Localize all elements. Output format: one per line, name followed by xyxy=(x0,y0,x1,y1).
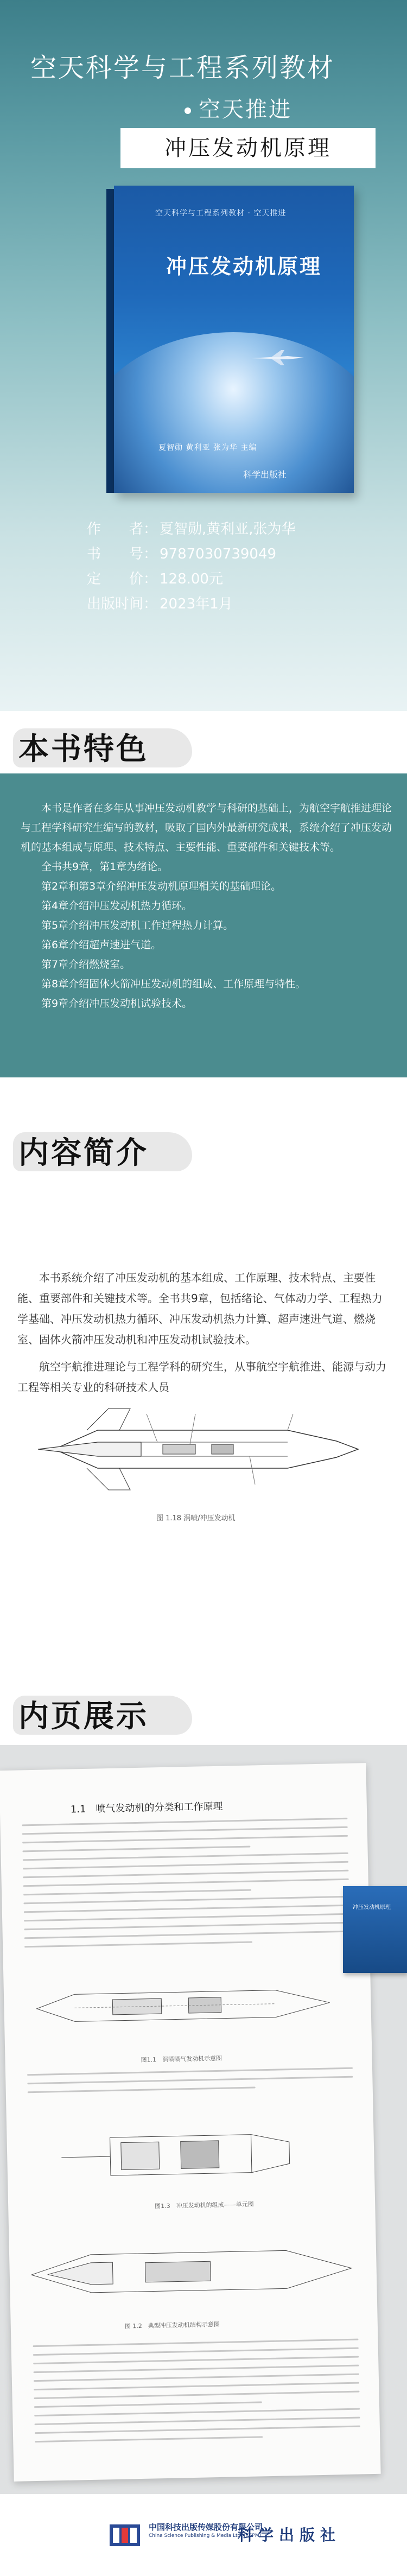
info-row-author xyxy=(87,517,296,542)
figure-caption: 图 1.18 涡喷/冲压发动机 xyxy=(156,1514,236,1522)
info-label: 书 号： xyxy=(87,546,158,562)
earth-graphic xyxy=(114,332,354,493)
feature-item: 第8章介绍固体火箭冲压发动机的组成、工作原理与特性。 xyxy=(41,978,306,990)
inner-pages-photo xyxy=(0,1745,407,2494)
intro-paragraph: 航空宇航推进理论与工程学科的研究生，从事航空宇航推进、能源与动力工程等相关专业的科研技术人员 xyxy=(17,1360,386,1394)
page-text-lines xyxy=(22,1818,350,1955)
hero-section xyxy=(0,0,407,711)
book-photo-title: 冲压发动机原理 xyxy=(353,1905,391,1911)
page-section-title: 1.1 喷气发动机的分类和工作原理 xyxy=(70,1800,223,1816)
info-row-isbn xyxy=(87,542,296,567)
info-label: 出版时间： xyxy=(87,596,158,612)
feature-item: 第9章介绍冲压发动机试验技术。 xyxy=(41,998,193,1010)
series-subtitle-text: 空天推进 xyxy=(199,97,292,122)
feature-item: 第2章和第3章介绍冲压发动机原理相关的基础理论。 xyxy=(41,880,282,892)
cover-title: 冲压发动机原理 xyxy=(166,255,322,278)
feature-item: 第4章介绍冲压发动机热力循环。 xyxy=(41,900,193,912)
publisher-name: 中国科技出版传媒股份有限公司 xyxy=(149,2522,263,2532)
publisher-name-en: China Science Publishing & Media Ltd. (CSPM) xyxy=(149,2533,262,2539)
page-figure-caption: 图1.3 冲压发动机的组成——单元图 xyxy=(155,2200,254,2210)
page-figure-caption: 图 1.2 典型冲压发动机结构示意图 xyxy=(124,2320,220,2330)
book-page xyxy=(0,1763,381,2482)
book-photo xyxy=(343,1886,407,1973)
info-value: 夏智勋,黄利亚,张为华 xyxy=(160,521,296,537)
page-text-lines xyxy=(27,2067,353,2101)
cover-publisher: 科学出版社 xyxy=(243,469,287,480)
publisher-logo-icon xyxy=(110,2522,140,2548)
page-text-lines xyxy=(33,2339,361,2450)
feature-item: 第5章介绍冲压发动机工作过程热力计算。 xyxy=(41,919,234,931)
feature-item: 全书共9章，第1章为绪论。 xyxy=(41,861,168,873)
aircraft-icon xyxy=(250,348,309,367)
intro-heading-text: 内容简介 xyxy=(18,1135,149,1171)
intro-paragraph: 本书系统介绍了冲压发动机的基本组成、工作原理、技术特点、主要性能、重要部件和关键技术等。全书共9章，包括绪论、气体动力学、工程热力学基础、冲压发动机热力循环、冲压发动机热力计算、超声速进气道、燃烧室、固体火箭冲压发动机和冲压发动机试验技术。 xyxy=(17,1271,383,1346)
info-value: 128.00元 xyxy=(160,571,223,587)
feature-item: 第6章介绍超声速进气道。 xyxy=(41,939,162,951)
pages-heading-text: 内页展示 xyxy=(18,1699,149,1734)
footer xyxy=(0,2494,407,2576)
intro-heading xyxy=(18,1129,149,1172)
info-label: 定 价： xyxy=(87,571,158,587)
series-title: 空天科学与工程系列教材 xyxy=(30,53,335,83)
features-heading-text: 本书特色 xyxy=(18,732,149,767)
publisher-brand: 科学出版社 xyxy=(238,2526,341,2544)
features-intro: 本书是作者在多年从事冲压发动机教学与科研的基础上，为航空宇航推进理论与工程学科研究生编写的教材，吸取了国内外最新研究成果，系统介绍了冲压发动机的基本组成与原理、技术特点、主要性能、重要部件和关键技术等。 xyxy=(21,802,392,853)
series-subtitle xyxy=(185,92,292,123)
info-label: 作 者： xyxy=(87,521,158,537)
page-figure-1 xyxy=(25,1959,352,2053)
book-info xyxy=(87,517,296,617)
info-row-date xyxy=(87,592,296,617)
info-value: 9787030739049 xyxy=(160,546,277,562)
features-heading xyxy=(18,725,149,769)
page-figure-caption: 图1.1 涡喷喷气发动机示意图 xyxy=(141,2054,222,2064)
book-name-banner: 冲压发动机原理 xyxy=(120,128,376,168)
intro-text xyxy=(17,1267,392,1404)
info-value: 2023年1月 xyxy=(160,596,233,612)
cover-authors: 夏智勋 黄利亚 张为华 主编 xyxy=(158,443,257,452)
book-cover-image xyxy=(106,186,354,493)
book-cover xyxy=(114,186,354,493)
feature-item: 第7章介绍燃烧室。 xyxy=(41,959,131,970)
engine-diagram xyxy=(33,1392,380,1506)
cover-series: 空天科学与工程系列教材 · 空天推进 xyxy=(155,209,287,218)
page-figure-3 xyxy=(25,2224,363,2318)
info-row-price xyxy=(87,567,296,592)
features-box xyxy=(0,773,407,1077)
bullet-icon xyxy=(185,107,191,114)
pages-heading xyxy=(18,1692,149,1736)
page-figure-2 xyxy=(28,2111,355,2199)
